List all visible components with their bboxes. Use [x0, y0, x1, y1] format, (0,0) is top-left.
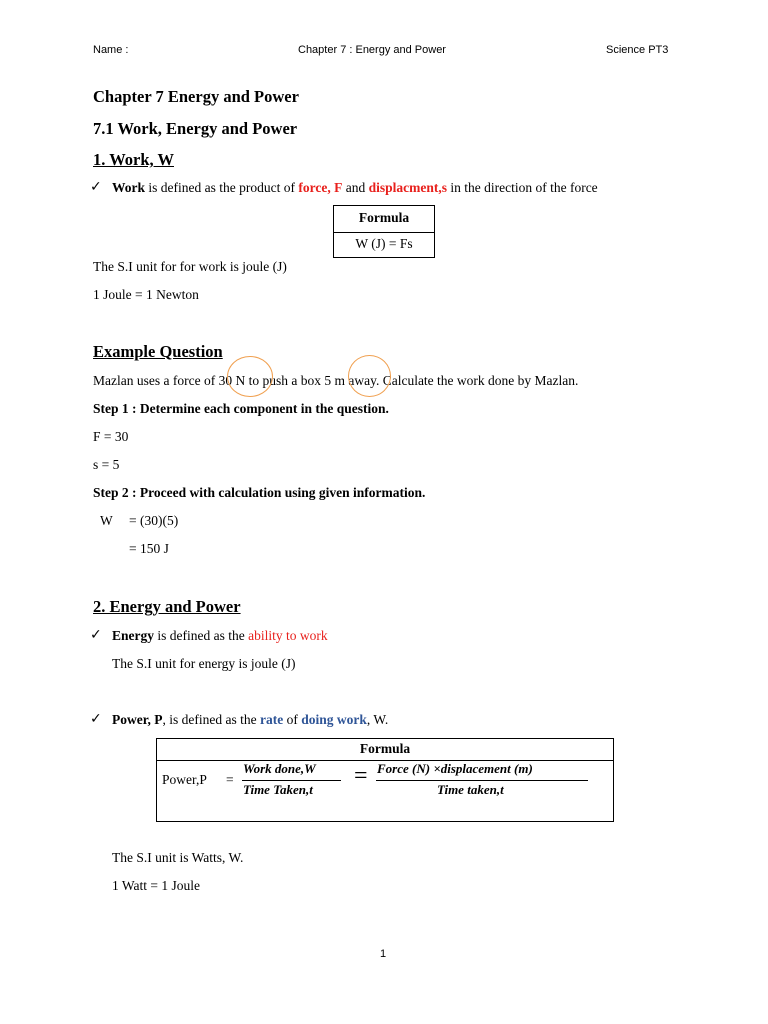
section-heading-energy-power: 2. Energy and Power [93, 597, 241, 616]
equals-sign: = [226, 772, 234, 787]
equals-sign: = [354, 763, 368, 789]
fraction2-denominator: Time taken,t [437, 782, 504, 797]
example-question: Mazlan uses a force of 30 N to push a box 5 m away. Calculate the work done by Mazlan. [93, 373, 579, 388]
page-subtitle: 7.1 Work, Energy and Power [93, 119, 298, 138]
power-definition: Power, P, is defined as the rate of doing work, W. [112, 712, 389, 727]
watt-definition: 1 Watt = 1 Joule [112, 878, 201, 893]
step2-label: Step 2 : Proceed with calculation using given information. [93, 485, 426, 500]
header-chapter: Chapter 7 : Energy and Power [298, 44, 446, 56]
fraction-bar [242, 780, 341, 781]
header-subject: Science PT3 [606, 44, 669, 56]
formula-header: Formula [359, 741, 411, 756]
fraction1-numerator: Work done,W [243, 761, 316, 776]
calc-line1: = (30)(5) [129, 513, 179, 528]
work-formula-table [333, 205, 435, 258]
example-heading: Example Question [93, 342, 223, 361]
fraction-bar [376, 780, 588, 781]
step1-label: Step 1 : Determine each component in the question. [93, 401, 389, 416]
header-name: Name : [93, 44, 129, 56]
power-formula-table [156, 738, 614, 822]
work-unit-text: The S.I unit for for work is joule (J) [93, 259, 287, 274]
work-definition: Work is defined as the product of force, F and displacment,s in the direction of the force [112, 180, 598, 195]
fraction2-numerator: Force (N) ×displacement (m) [377, 761, 533, 776]
annotation-circle [348, 355, 391, 397]
calc-w-label: W [100, 513, 113, 528]
checkmark-icon: ✓ [90, 711, 102, 727]
displacement-value: s = 5 [93, 457, 120, 472]
joule-definition: 1 Joule = 1 Newton [93, 287, 199, 302]
checkmark-icon: ✓ [90, 627, 102, 643]
formula-value: W (J) = Fs [355, 236, 413, 251]
section-heading-work: 1. Work, W [93, 150, 174, 169]
power-label: Power,P [162, 772, 207, 787]
energy-definition: Energy is defined as the ability to work [112, 628, 328, 643]
calc-line2: = 150 J [129, 541, 169, 556]
annotation-circle [227, 356, 273, 397]
page-number: 1 [380, 948, 387, 960]
force-value: F = 30 [93, 429, 129, 444]
checkmark-icon: ✓ [90, 179, 102, 195]
energy-unit-text: The S.I unit for energy is joule (J) [112, 656, 296, 671]
page-title: Chapter 7 Energy and Power [93, 87, 299, 106]
formula-header: Formula [358, 210, 410, 225]
fraction1-denominator: Time Taken,t [243, 782, 313, 797]
power-unit-text: The S.I unit is Watts, W. [112, 850, 244, 865]
